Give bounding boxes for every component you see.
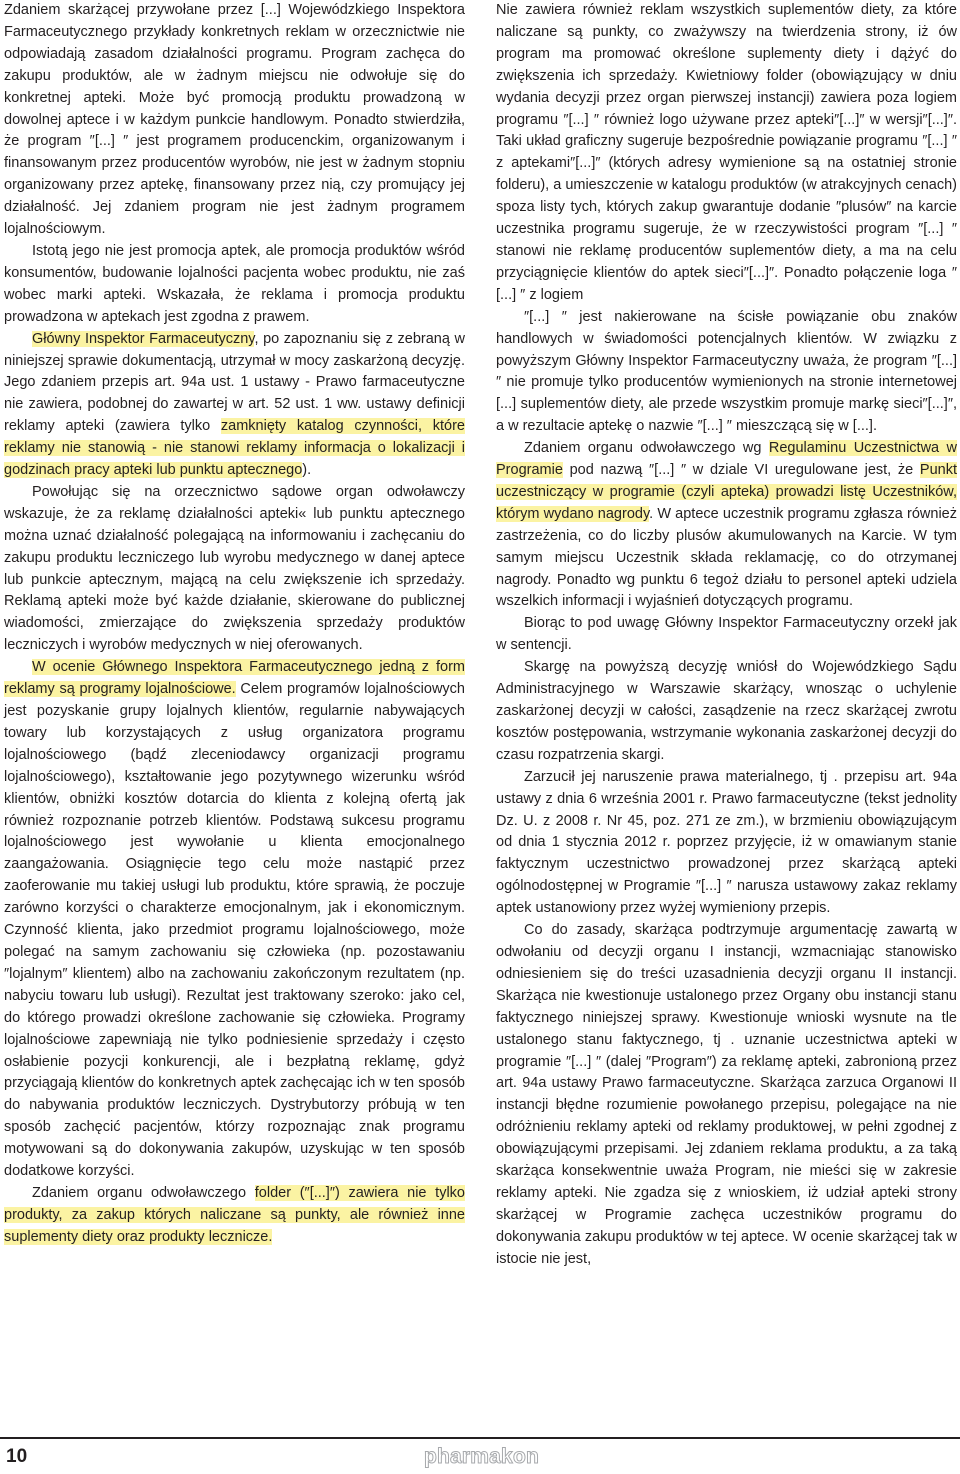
highlighted-text: W ocenie Głównego Inspektora Farmaceutycznego jedną z form reklamy są programy lojalnościowe. [4,659,465,698]
text-segment: pod nazwą ″[...] ″ w dziale VI uregulowane jest, że [562,462,920,479]
paragraph [4,657,465,1183]
text-segment: . W aptece uczestnik programu zgłasza również zastrzeżenia, co do liczby plusów akumulowanych na Karcie. W tym samym miejscu Uczestnik składa reklamację, co do otrzymanej nagrody. Ponadto wg punktu 6 tegoż działu to personel apteki udziela wszelkich informacji i wyjaśnień dotyczących programu. [496,505,957,610]
paragraph [496,438,957,613]
paragraph [4,329,465,482]
text-segment: Powołując się na orzecznictwo sądowe organ odwoławczy wskazuje, że za reklamę działalności apteki« lub punktu aptecznego można uznać działalność polegającą na informowaniu i zachęcaniu do zakupu produktu leczniczego lub wyrobu medycznego w danej aptece lub punkcie aptecznym, mającą na celu zwiększenie ich sprzedaży. Reklamą apteki może być każde działanie, skierowane do publicznej wiadomości, zmierzające do zwiększenia sprzedaży produktów leczniczych i wyrobów medycznych w niej oferowanych. [4,483,465,654]
text-segment: ″[...] ″ jest nakierowane na ścisłe powiązanie obu znaków handlowych w świadomości potencjalnych klientów. W związku z powyższym Główny Inspektor Farmaceutyczny uważa, że program ″[...] ″ nie promuje tylko producentów wymienionych na stronie internetowej [...] suplementów diety, ale przede wszystkim promuje markę sieci″[...]″, a w rezultacie aptekę o nazwie ″[...] ″ mieszczącą się w [...]. [496,308,957,435]
text-segment: ). [302,462,312,479]
text-segment: , po zapoznaniu się z zebraną w niniejszej sprawie dokumentacją, utrzymał w mocy zaskarżoną decyzję. Jego zdaniem przepis art. 94a ust. 1 ustawy - Prawo farmaceutyczne nie zawiera, podobnej do zawartej w art. 52 ust. 1 ww. ustawy definicji reklamy apteki (zawiera tylko [4,330,465,435]
paragraph [496,0,957,307]
text-segment: Celem programów lojalnościowych jest pozyskanie grupy lojalnych klientów, regularnie nabywających towary lub korzystających z usług organizatora programu lojalnościowego (bądź zleceniodawcy organizacji programu lojalnościowego), kształtowanie jego pozytywnego wizerunku wśród klientów, obniżki kosztów dotarcia do klienta z kolejną ofertą jak również rozpoznanie potrzeb klientów. Podstawą sukcesu programu lojalnościowego jest wywołanie u klienta emocjonalnego zaangażowania. Osiągnięcie tego celu może nastąpić przez zaoferowanie mu takiej usługi lub produktu, które sprawią, że poczuje zarówno korzyści o charakterze emocjonalnym, jak i ekonomicznym. Czynność klienta, jako przedmiot programu lojalnościowego, może polegać na samym zachowaniu się człowieka (np. pozostawaniu ″lojalnym″ klientem) albo na zachowaniu zakończonym rezultatem (np. nabyciu towaru lub usługi). Rezultat jest traktowany szeroko: jako cel, do którego prowadzi określone zachowanie się człowieka. Programy lojalnościowe zapewniają nie tylko podniesienie sprzedaży i często osłabienie pozycji konkurencji, ale i bezpłatną reklamę, gdyż przyciągają klientów do konkretnych aptek zachęcając ich w ten sposób do nabywania produktów leczniczych. Dystrybutorzy próbują w ten sposób zachęcić pacjentów, którzy rozpoznając znak programu motywowani są do dokonywania zakupów, uzyskując w ten sposób dodatkowe korzyści. [4,681,465,1180]
text-segment: Skargę na powyższą decyzję wniósł do Wojewódzkiego Sądu Administracyjnego w Warszawie skarżący, wnosząc o uchylenie zaskarżonej decyzji w całości, zasądzenie na rzecz skarżącej zwrotu kosztów postępowania, wstrzymanie wykonania zaskarżonej decyzji do czasu rozpatrzenia skargi. [496,659,957,763]
text-segment: Istotą jego nie jest promocja aptek, ale promocja produktów wśród konsumentów, budowanie lojalności pacjenta wobec produktu, nie zaś wobec marki apteki. Wskazała, że reklama i promocja produktu prowadzona w aptekach jest zgodna z prawem. [4,242,465,325]
text-segment: Zdaniem skarżącej przywołane przez [...] Wojewódzkiego Inspektora Farmaceutycznego przykłady konkretnych reklam w orzecznictwie nie odpowiadają zasadom działalności programu. Program zachęca do zakupu produktów, ale w żadnym miejscu nie odwołuje się do konkretnej apteki. Może być promocją produktu prowadzoną w dowolnej aptece i w każdym punkcie handlowym. Ponadto stwierdziła, że program ″[...] ″ jest programem producenckim, organizowanym i finansowanym przez producentów wyrobów, nie jest w żadnym stopniu organizowany przez aptekę, finansowany przez nią, czy promujący jej działalność. Jej zdaniem program nie jest żadnym programem lojalnościowym. [4,2,465,238]
paragraph [496,613,957,657]
left-column [4,0,465,1249]
footer-rule [0,1437,960,1439]
paragraph [496,657,957,767]
text-segment: Nie zawiera również reklam wszystkich suplementów diety, za które naliczane są punkty, co zważywszy na twierdzenia strony, iż ów program ma promować określone suplementy diety i dążyć do zwiększenia ich sprzedaży. Kwietniowy folder (obowiązujący w dniu wydania decyzji przez organ pierwszej instancji) zawiera poza logiem programu ″[...] ″ również logo używane przez apteki″[...]″ w wersji″[...]″. Taki układ graficzny sugeruje bezpośrednie powiązanie programu ″[...] ″ z aptekami″[...]″ (których adresy wymienione są na ostatniej stronie folderu), a umieszczenie w katalogu produktów (w atrakcyjnych cenach) spoza listy tych, których zakup gwarantuje dodanie ″plusów″ na karcie uczestnika programu sugeruje, że w rzeczywistości program ″[...] ″ stanowi nie reklamę producentów suplementów diety, a ma na celu przyciągnięcie klientów do aptek sieci″[...]″. Ponadto połączenie loga ″[...] ″ z logiem [496,2,957,303]
text-segment: Zdaniem organu odwoławczego [32,1184,255,1201]
paragraph [4,0,465,241]
page-number: 10 [6,1446,28,1467]
highlighted-text: Punkt uczestniczący w programie (czyli apteka) prowadzi listę Uczestników, którym wydano nagrody [496,462,957,522]
paragraph [496,767,957,920]
highlighted-text: folder (″[...]″) zawiera nie tylko produkty, za zakup których naliczane są punkty, ale również inne suplementy diety oraz produkty lecznicze. [4,1184,465,1245]
text-segment: Zarzucił jej naruszenie prawa materialnego, tj . przepisu art. 94a ustawy z dnia 6 września 2001 r. Prawo farmaceutyczne (tekst jednolity Dz. U. z 2008 r. Nr 45, poz. 271 ze zm.), w brzmieniu obowiązującym od dnia 1 stycznia 2012 r. poprzez przyjęcie, iż w omawianym stanie faktycznym uczestnictwo prowadzonej przez skarżącą apteki ogólnodostępnej w Programie ″[...] ″ narusza ustawowy zakaz reklamy aptek ustanowiony przez wyżej wymieniony przepis. [496,768,957,917]
text-segment: Co do zasady, skarżąca podtrzymuje argumentację zawartą w odwołaniu od decyzji organu I instancji, wzmacniając stanowisko odniesieniem się do treści uzasadnienia decyzji organu II instancji. Skarżąca nie kwestionuje ustalonego przez Organy obu instancji stanu faktycznego niniejszej sprawy. Kwestionuje wnioski wysnute na tle ustalonego stanu faktycznego, tj . uznanie uczestnictwa apteki w programie ″[...] ″ (dalej ″Program″) za reklamę apteki, zabronioną przez art. 94a ustawy Prawo farmaceutyczne. Skarżąca zarzuca Organowi II instancji błędne rozumienie powołanego przepisu, polegające na nie odróżnieniu reklamy apteki od reklamy produktowej, w pełni zgodnej z obowiązującymi przepisami. Jej zdaniem reklama produktu, a za taką skarżąca konsekwentnie uważa Program, nie mieści się w zakresie reklamy apteki. Nie zgadza się z wnioskiem, iż udział apteki strony skarżącej w Programie zachęca uczestników programu do dokonywania zakupu produktów w tej aptece. W ocenie skarżącej tak w istocie nie jest, [496,922,957,1267]
right-column [496,0,957,1271]
text-segment: Zdaniem organu odwoławczego wg [524,440,769,457]
highlighted-text: Regulaminu Uczestnictwa w Programie [496,440,957,479]
brand-logo: pharmakon [424,1445,539,1468]
paragraph [4,241,465,329]
text-segment: Biorąc to pod uwagę Główny Inspektor Farmaceutyczny orzekł jak w sentencji. [496,615,957,654]
paragraph [4,1183,465,1249]
paragraph [496,920,957,1271]
highlighted-text: zamknięty katalog czynności, które reklamy nie stanowią - nie stanowi reklamy informacja o lokalizacji i godzinach pracy apteki lub punktu aptecznego [4,418,465,479]
paragraph [4,482,465,657]
paragraph [496,307,957,438]
highlighted-text: Główny Inspektor Farmaceutyczny [32,330,255,347]
